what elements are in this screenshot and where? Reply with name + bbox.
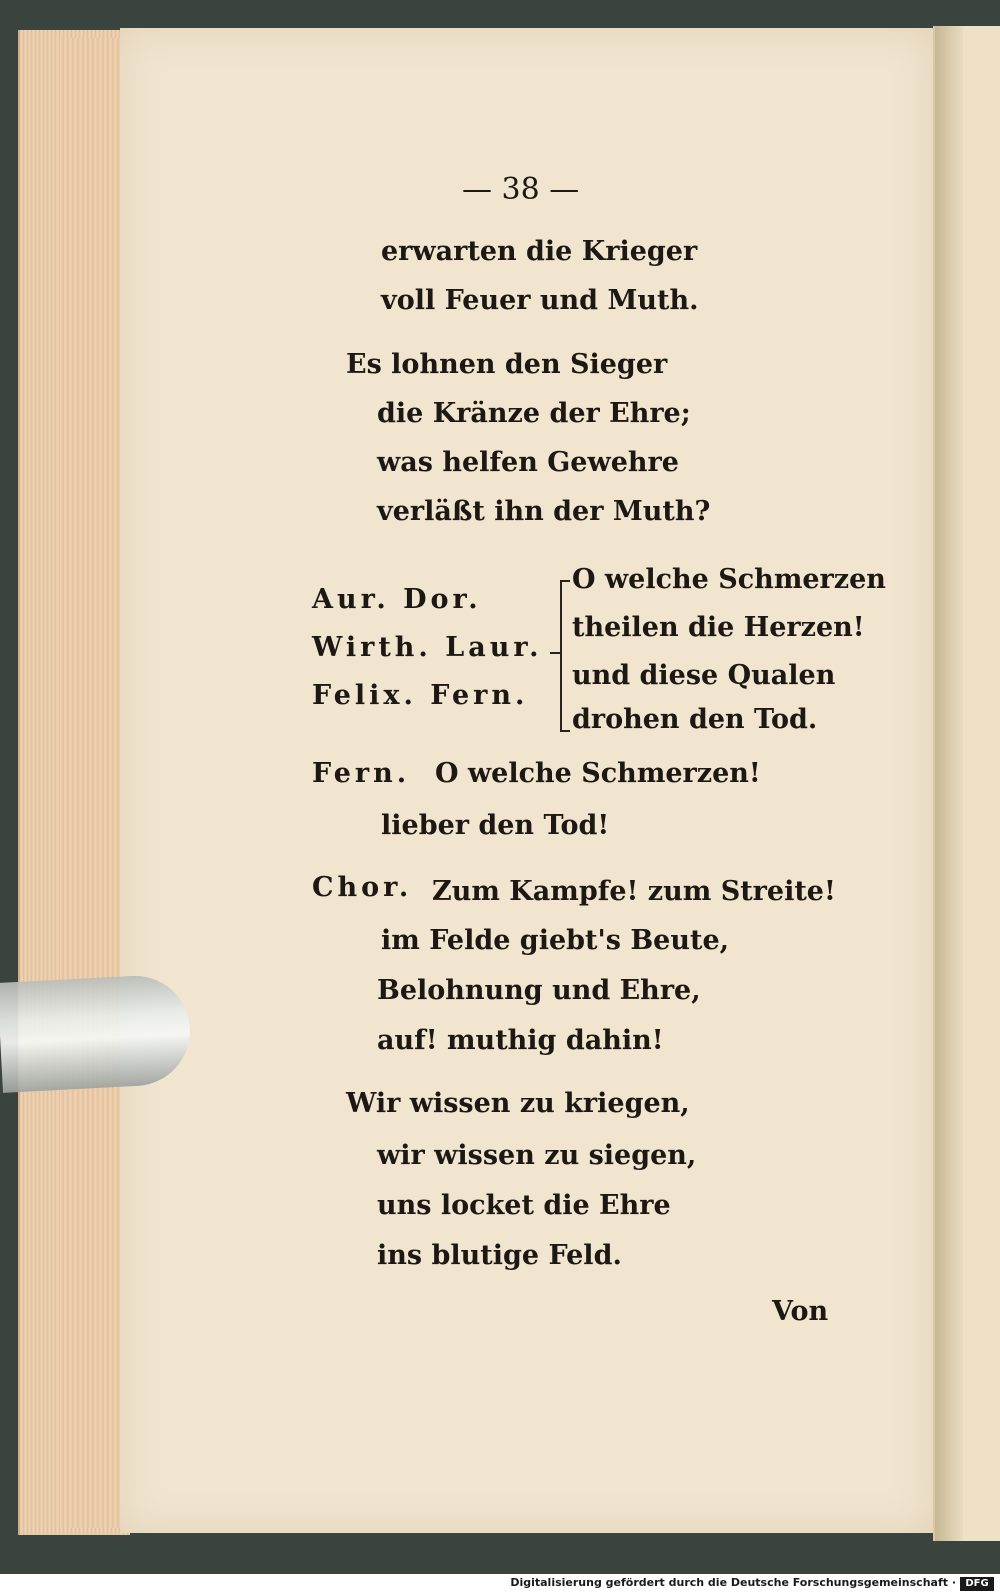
verse-line: auf! muthig dahin! [377, 1025, 664, 1056]
ensemble-line: O welche Schmerzen [572, 564, 886, 595]
verse-line: im Felde giebt's Beute, [381, 925, 730, 956]
verse-line: uns locket die Ehre [377, 1190, 671, 1221]
catchword: Von [772, 1296, 829, 1327]
verse-line: die Kränze der Ehre; [377, 398, 691, 429]
speaker-names: Aur. Dor. [312, 584, 482, 615]
ensemble-line: drohen den Tod. [572, 704, 818, 735]
book-gutter [935, 26, 963, 1541]
verse-line: verläßt ihn der Muth? [377, 496, 711, 527]
curly-brace-point [550, 652, 560, 654]
page-holder-clip [0, 973, 193, 1093]
verse-line: Belohnung und Ehre, [377, 975, 701, 1006]
verse-line: Es lohnen den Sieger [346, 349, 668, 380]
verse-line: O welche Schmerzen! [435, 758, 761, 789]
dfg-logo: DFG [960, 1577, 994, 1591]
speaker-fern: Fern. [312, 758, 411, 789]
page-stack-inner [60, 38, 120, 1528]
ensemble-line: und diese Qualen [572, 660, 836, 691]
verse-line: erwarten die Krieger [381, 236, 698, 267]
speaker-names: Felix. Fern. [312, 680, 529, 711]
verse-line: Wir wissen zu kriegen, [346, 1088, 690, 1119]
ensemble-line: theilen die Herzen! [572, 612, 865, 643]
footer-credit: Digitalisierung gefördert durch die Deutsche Forschungsgemeinschaft · [510, 1576, 956, 1589]
verse-line: ins blutige Feld. [377, 1240, 622, 1271]
speaker-chor: Chor. [312, 872, 413, 903]
verse-line: wir wissen zu siegen, [377, 1140, 697, 1171]
verse-line: voll Feuer und Muth. [381, 285, 699, 316]
verse-line: lieber den Tod! [381, 810, 610, 841]
speaker-names: Wirth. Laur. [312, 632, 543, 663]
verse-line: was helfen Gewehre [377, 447, 679, 478]
verse-line: Zum Kampfe! zum Streite! [432, 876, 836, 907]
page-number: — 38 — [462, 172, 580, 207]
